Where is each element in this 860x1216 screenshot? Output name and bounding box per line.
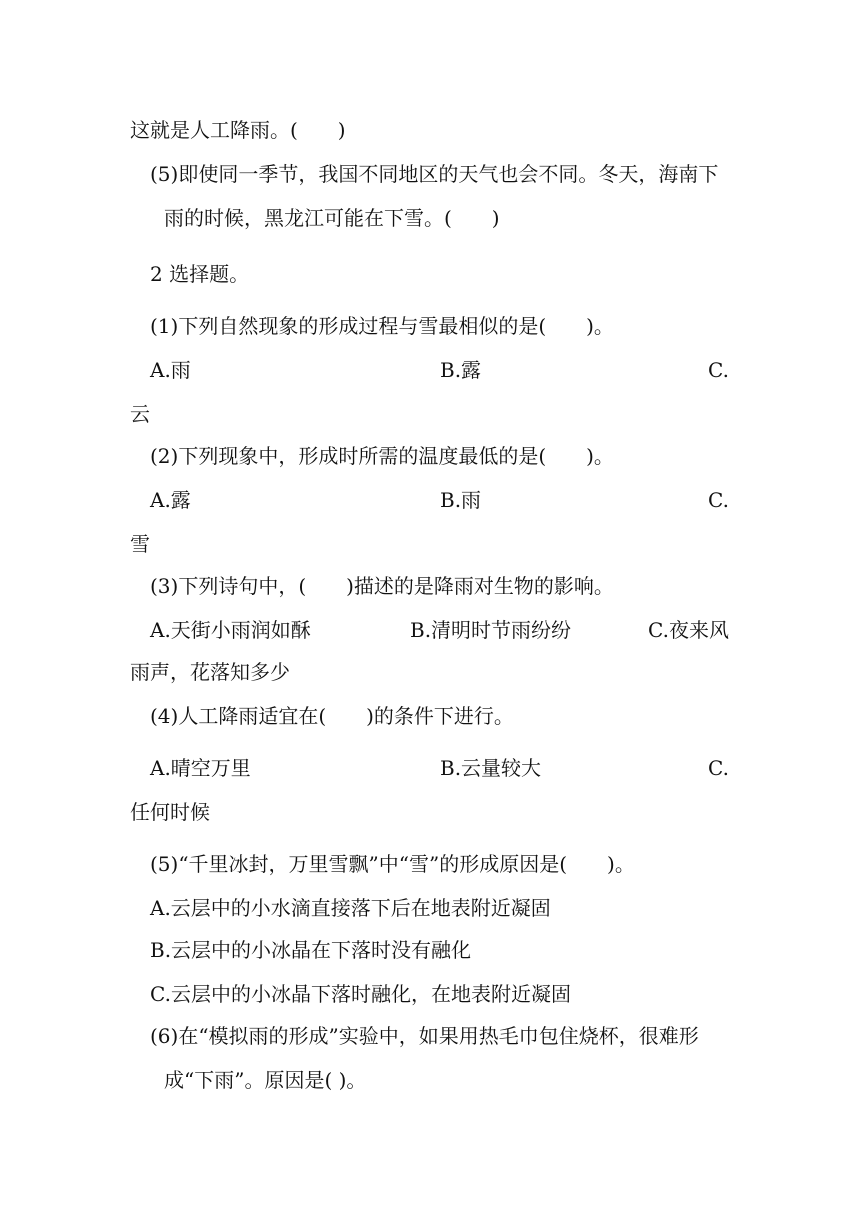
option-row [0,352,860,388]
question-4-stem: (4)人工降雨适宜在( )的条件下进行。 [150,704,514,728]
question-6-stem-line2: 成“下雨”。原因是( )。 [164,1068,367,1092]
question-5-option-c: C.云层中的小冰晶下落时融化，在地表附近凝固 [150,982,571,1006]
question-5-option-b: B.云层中的小冰晶在下落时没有融化 [150,938,472,962]
question-2-option-a: A.露 [150,488,191,512]
text-line [0,256,860,292]
question-2-option-c-text: 雪 [130,532,150,556]
question-1-option-a: A.雨 [150,358,191,382]
q1-carry-line: 这就是人工降雨。( ) [130,118,346,142]
option-wrap-line [0,654,860,690]
question-3-option-b: B.清明时节雨纷纷 [410,618,572,642]
question-3-stem: (3)下列诗句中，( )描述的是降雨对生物的影响。 [150,574,614,598]
question-6-stem-line1: (6)在“模拟雨的形成”实验中，如果用热毛巾包住烧杯，很难形 [150,1024,699,1048]
question-stem [0,846,860,882]
question-2-option-b: B.雨 [440,488,482,512]
option-row [0,612,860,648]
question-stem [0,438,860,474]
question-5-stem: (5)“千里冰封，万里雪飘”中“雪”的形成原因是( )。 [150,852,635,876]
question-2-stem: (2)下列现象中，形成时所需的温度最低的是( )。 [150,444,614,468]
question-stem [0,1018,860,1054]
q1-item5-line1: (5)即使同一季节，我国不同地区的天气也会不同。冬天，海南下 [150,162,719,186]
question-stem [0,308,860,344]
question-4-option-c: C. [708,756,729,780]
question-stem [0,698,860,734]
option-wrap-line [0,794,860,830]
question-4-option-a: A.晴空万里 [150,756,251,780]
section-heading: 2 选择题。 [150,262,250,286]
question-1-option-c: C. [708,358,729,382]
question-3-option-c: C.夜来风 [648,618,729,642]
q1-item5-line2: 雨的时候，黑龙江可能在下雪。( ) [164,206,500,230]
question-4-option-b: B.云量较大 [440,756,542,780]
question-1-option-b: B.露 [440,358,482,382]
question-stem [0,568,860,604]
question-4-option-c-text: 任何时候 [130,800,210,824]
question-3-option-c-text: 雨声，花落知多少 [130,660,290,684]
option-row [0,482,860,518]
question-2-option-c: C. [708,488,729,512]
text-line [0,200,860,236]
question-5-option-a: A.云层中的小水滴直接落下后在地表附近凝固 [150,896,551,920]
option-row [0,976,860,1012]
option-row [0,750,860,786]
question-stem [0,1062,860,1098]
option-wrap-line [0,526,860,562]
option-wrap-line [0,396,860,432]
text-line [0,112,860,148]
option-row [0,890,860,926]
option-row [0,932,860,968]
question-1-stem: (1)下列自然现象的形成过程与雪最相似的是( )。 [150,314,614,338]
question-1-option-c-text: 云 [130,402,150,426]
question-3-option-a: A.天街小雨润如酥 [150,618,311,642]
text-line [0,156,860,192]
